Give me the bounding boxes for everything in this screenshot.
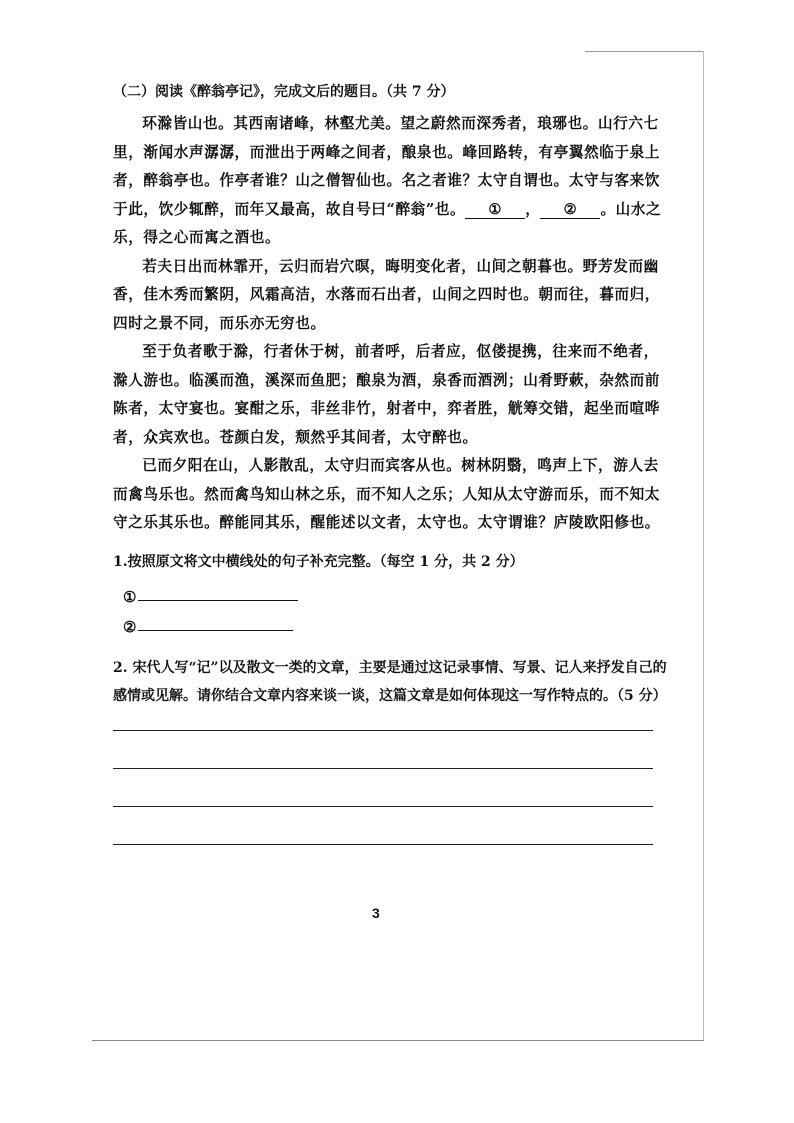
passage-paragraph-2: 若夫日出而林霏开，云归而岩穴暝，晦明变化者，山间之朝暮也。野芳发而幽香，佳木秀而繁阴，风霜高洁，水落而石出者，山间之四时也。朝而往，暮而归，四时之景不同，而乐亦无穷也。 bbox=[113, 257, 660, 332]
scan-border-right bbox=[703, 51, 704, 1041]
scan-border-bottom bbox=[92, 1040, 704, 1041]
passage-paragraph-4: 已而夕阳在山，人影散乱，太守归而宾客从也。树林阴翳，鸣声上下，游人去而禽鸟乐也。然而禽鸟知山林之乐，而不知人之乐；人知从太守游而乐，而不知太守之乐其乐也。醉能同其乐，醒能述以文者，太守也。太守谓谁？庐陵欧阳修也。 bbox=[113, 457, 660, 531]
exam-content bbox=[113, 78, 673, 882]
answer-line-3 bbox=[113, 806, 653, 807]
fill-blank-1 bbox=[465, 202, 525, 219]
question-1-answer-1-label: ① bbox=[123, 587, 137, 606]
question-1-answer-1-line bbox=[138, 600, 298, 601]
passage-paragraph-1-text: 环滁皆山也。其西南诸峰，林壑尤美。望之蔚然而深秀者，琅琊也。山行六七里，渐闻水声潺潺，而泄出于两峰之间者，酿泉也。峰回路转，有亭翼然临于泉上者，醉翁亭也。作亭者谁？山之僧智仙也。名之者谁？太守自谓也。太守与客来饮于此，饮少辄醉，而年又最高，故自号曰“醉翁”也。 bbox=[113, 115, 660, 218]
answer-line-2 bbox=[113, 768, 653, 769]
page-number: 3 bbox=[372, 905, 380, 921]
question-1-answer-2-label: ② bbox=[123, 617, 137, 636]
question-1: 1.按照原文将文中横线处的句子补充完整。（每空 1 分，共 2 分） bbox=[113, 553, 524, 570]
scan-border-top bbox=[585, 51, 703, 52]
question-2: 2. 宋代人写“记”以及散文一类的文章，主要是通过这记录事情、写景、记人来抒发自己的感情或见解。请你结合文章内容来谈一谈，这篇文章是如何体现这一写作特点的。（5 分） bbox=[113, 659, 667, 704]
passage-paragraph-1-tail: 。山水之乐，得之心而寓之酒也。 bbox=[113, 200, 662, 246]
fill-blank-2-label: ② bbox=[563, 200, 578, 218]
section-heading: （二）阅读《醉翁亭记》，完成文后的题目。（共 7 分） bbox=[113, 84, 455, 100]
fill-blank-1-label: ① bbox=[488, 200, 503, 218]
passage-separator: ， bbox=[525, 200, 541, 218]
question-1-answer-1[interactable] bbox=[123, 576, 673, 606]
answer-line-4 bbox=[113, 844, 653, 845]
fill-blank-2 bbox=[540, 202, 600, 219]
question-1-answer-2-line bbox=[138, 630, 293, 631]
answer-line-1 bbox=[113, 730, 653, 731]
passage-paragraph-1 bbox=[113, 110, 673, 253]
question-2-answer-area[interactable] bbox=[113, 730, 673, 845]
passage-paragraph-3: 至于负者歌于滁，行者休于树，前者呼，后者应，伛偻提携，往来而不绝者，滁人游也。临溪而渔，溪深而鱼肥；酿泉为酒，泉香而酒洌；山肴野蔌，杂然而前陈者，太守宴也。宴酣之乐，非丝非竹，射者中，弈者胜，觥筹交错，起坐而喧哗者，众宾欢也。苍颜白发，颓然乎其间者，太守醉也。 bbox=[113, 343, 660, 446]
question-1-answer-2[interactable] bbox=[123, 606, 673, 636]
